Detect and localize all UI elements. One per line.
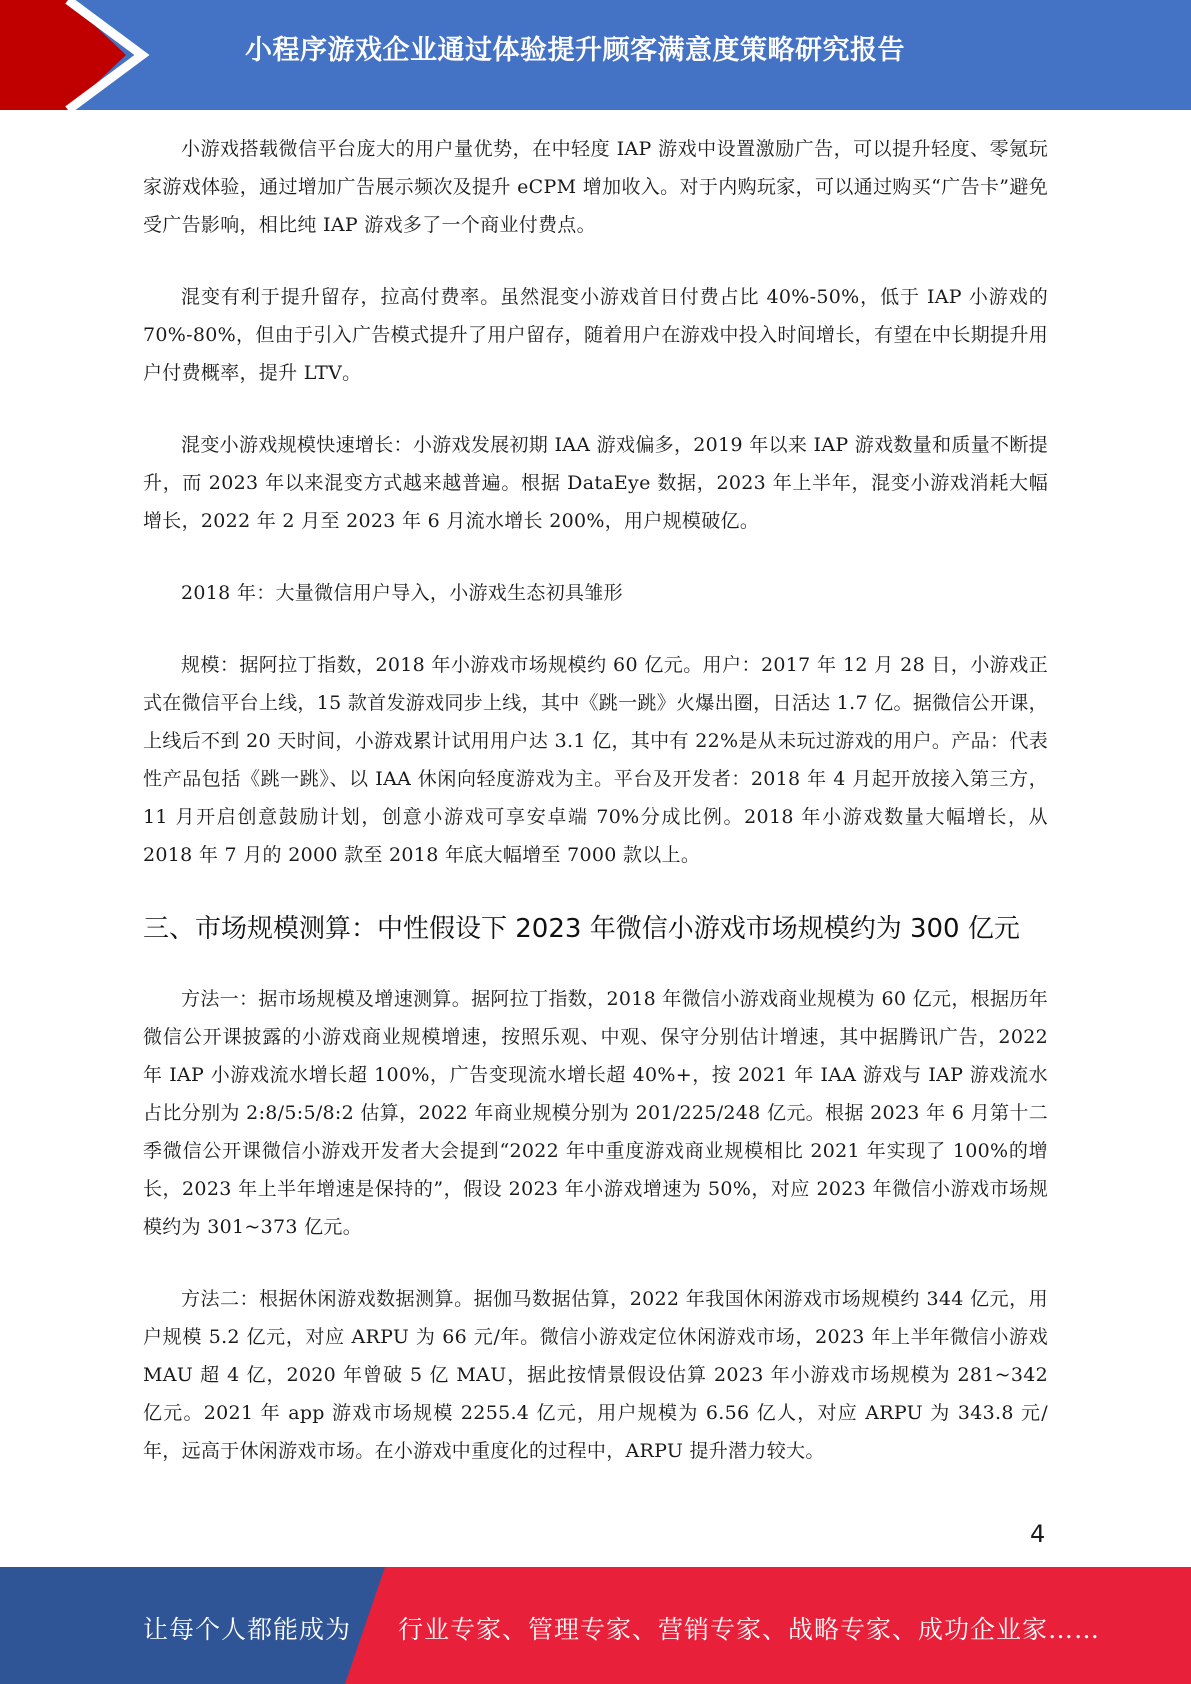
paragraph-retention: 混变有利于提升留存，拉高付费率。虽然混变小游戏首日付费占比 40%-50%，低于 IAP 小游戏的 70%-80%，但由于引入广告模式提升了用户留存，随着用户在游戏中投入时间增长，有望在中长期提升用户付费概率，提升 LTV。 [143,286,1048,384]
paragraph-2018-detail: 规模：据阿拉丁指数，2018 年小游戏市场规模约 60 亿元。用户：2017 年 12 月 28 日，小游戏正式在微信平台上线，15 款首发游戏同步上线，其中《跳一跳》火爆出圈，日活达 1.7 亿。据微信公开课，上线后不到 20 天时间，小游戏累计试用用户达 3.1 亿，其中有 22%是从未玩过游戏的用户。产品：代表性产品包括《跳一跳》、以 IAA 休闲向轻度游戏为主。平台及开发者：2018 年 4 月起开放接入第三方，11 月开启创意鼓励计划，创意小游戏可享安卓端 70%分成比例。2018 年小游戏数量大幅增长，从 2018 年 7 月的 2000 款至 2018 年底大幅增至 7000 款以上。 [143,654,1048,866]
page-number: 4 [1030,1520,1046,1548]
section-heading-market-size: 三、市场规模测算：中性假设下 2023 年微信小游戏市场规模约为 300 亿元 [143,914,1020,944]
paragraph-method-one: 方法一：据市场规模及增速测算。据阿拉丁指数，2018 年微信小游戏商业规模为 60 亿元，根据历年微信公开课披露的小游戏商业规模增速，按照乐观、中观、保守分别估计增速，其中据腾讯广告，2022 年 IAP 小游戏流水增长超 100%，广告变现流水增长超 40%+，按 2021 年 IAA 游戏与 IAP 游戏流水占比分别为 2:8/5:5/8:2 估算，2022 年商业规模分别为 201/225/248 亿元。根据 2023 年 6 月第十二季微信公开课微信小游戏开发者大会提到“2022 年中重度游戏商业规模相比 2021 年实现了 100%的增长，2023 年上半年增速是保持的”，假设 2023 年小游戏增速为 50%，对应 2023 年微信小游戏市场规模约为 301~373 亿元。 [143,988,1048,1238]
paragraph-ad-incentive: 小游戏搭载微信平台庞大的用户量优势，在中轻度 IAP 游戏中设置激励广告，可以提升轻度、零氪玩家游戏体验，通过增加广告展示频次及提升 eCPM 增加收入。对于内购玩家，可以通过购买“广告卡”避免受广告影响，相比纯 IAP 游戏多了一个商业付费点。 [143,138,1048,236]
report-title: 小程序游戏企业通过体验提升顾客满意度策略研究报告 [245,35,905,66]
header-chevron-icon [0,0,160,110]
paragraph-growth: 混变小游戏规模快速增长：小游戏发展初期 IAA 游戏偏多，2019 年以来 IAP 游戏数量和质量不断提升，而 2023 年以来混变方式越来越普遍。根据 DataEye 数据，2023 年上半年，混变小游戏消耗大幅增长，2022 年 2 月至 2023 年 6 月流水增长 200%，用户规模破亿。 [143,434,1048,532]
page-header [0,0,1191,110]
document-body [143,130,1048,1504]
footer-slogan-left: 让每个人都能成为 [143,1615,352,1644]
page-footer [0,1567,1191,1684]
footer-slogan-right: 行业专家、管理专家、营销专家、战略专家、成功企业家…… [398,1615,1101,1644]
paragraph-method-two: 方法二：根据休闲游戏数据测算。据伽马数据估算，2022 年我国休闲游戏市场规模约 344 亿元，用户规模 5.2 亿元，对应 ARPU 为 66 元/年。微信小游戏定位休闲游戏市场，2023 年上半年微信小游戏 MAU 超 4 亿，2020 年曾破 5 亿 MAU，据此按情景假设估算 2023 年小游戏市场规模为 281~342 亿元。2021 年 app 游戏市场规模 2255.4 亿元，用户规模为 6.56 亿人，对应 ARPU 为 343.8 元/年，远高于休闲游戏市场。在小游戏中重度化的过程中，ARPU 提升潜力较大。 [143,1288,1048,1462]
paragraph-2018-subtitle: 2018 年：大量微信用户导入，小游戏生态初具雏形 [181,582,623,604]
